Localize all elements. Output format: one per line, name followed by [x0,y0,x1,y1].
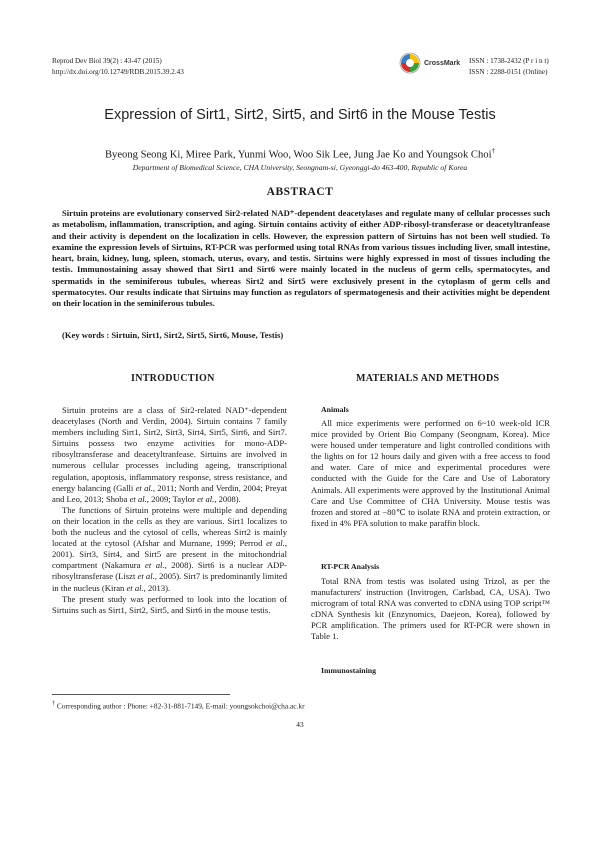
immunostaining-heading: Immunostaining [321,666,377,675]
footnote-divider [52,694,230,695]
rtpcr-heading: RT-PCR Analysis [321,562,380,571]
authors-text: Byeong Seong Ki, Miree Park, Yunmi Woo, Woo Sik Lee, Jung Jae Ko and Youngsok Choi [104,149,492,161]
issn-block [469,56,549,78]
crossmark-icon [399,52,421,74]
abstract-text: Sirtuin proteins are evolutionary conserved Sir2-related NAD⁺-dependent deacetylases and regulate many of cellular processes such as metabolism, inflammation, transcription, and aging. Sirtuin contains activity of either ADP-ribosyl-transferase or deacetyltranfease and their activity is dependent on the localization in cells. However, the expression pattern of Sirtuins has not been well studied. To examine the expression levels of Sirtuins, RT-PCR was performed using total RNAs from various tissues including liver, small intestine, heart, brain, kidney, lung, spleen, stomach, uterus, ovary, and testis. Sirtuins were highly expressed in most of tissues including the testis. Immunostaining assay showed that Sirt1 and Sirt6 were mainly located in the nucleus of germ cells, spermatocytes, and spermatids in the seminiferous tubules, whereas Sirt2 and Sirt5 were exclusively present in the cytoplasm of germ cells and spermatocytes. Our results indicate that Sirtuins may function as regulators of spermatogenesis and their activities might be dependent on their location in the seminiferous tubules. [52,208,550,309]
intro-paragraph-2: The functions of Sirtuin proteins were multiple and depending on their location in the cells as they are various. Sirt1 localizes to both the nucleus and the cytosol of cells, whereas Sirt2 is mainly located at the cytosol (Afshar and Murnane, 1999; Perrod et al., 2001). Sirt3, Sirt4, and Sirt5 are present in the mitochondrial compartment (Nakamura et al., 2008). Sirt6 is a nuclear ADP-ribosyltransferase (Liszt et al., 2005). Sirt7 is predominantly limited in the nucleus (Kiran et al., 2013). [52,504,288,593]
abstract-heading: ABSTRACT [266,186,334,198]
issn-print: ISSN : 1738-2432 (P r i n t) [469,57,549,65]
rtpcr-paragraph: Total RNA from testis was isolated using Trizol, as per the manufacturers' instruction (Invitrogen, Carlsbad, CA, USA). Two microgram of total RNA was converted to cDNA using TOP script™ cDNA Synthesis kit (Enzynomics, Daejeon, Korea), followed by PCR amplification. The primers used for RT-PCR were shown in Table 1. [311,576,550,642]
intro-paragraph-1: Sirtuin proteins are a class of Sir2-related NAD⁺-dependent deacetylases (North and Verdin, 2004). Sirtuin contains 7 family members including Sirt1, Sirt2, Sirt3, Sirt4, Sirt5, Sirt6, and Sirt7. Sirtuins possess two enzyme activities for mono-ADP-ribosyltransferase and deacetyltranfease. Sirtuins are involved in numerous cellular processes including ageing, transcriptional regulation, apoptosis, inflammatory response, stress resistance, and energy balancing (Galli et al., 2011; North and Verdin, 2004; Preyat and Leo, 2013; Shoba et al., 2009; Taylor et al., 2008). [52,405,287,504]
footnote-mark: † [52,701,56,707]
page-number: 43 [296,720,304,729]
affiliation: Department of Biomedical Science, CHA University, Seongnam-si, Gyeonggi-do 463-400, Republic of Korea [132,163,468,172]
intro-paragraph-3: The present study was performed to look into the location of Sirtuins such as Sirt1, Sirt2, Sirt5, and Sirt6 in the mouse testis. [52,593,287,615]
rtpcr-section [311,576,550,643]
animals-section [311,418,550,529]
introduction-heading: INTRODUCTION [131,373,215,384]
journal-line: Reprod Dev Biol 39(2) : 43-47 (2015) [52,57,162,65]
crossmark-label: CrossMark [424,59,461,67]
animals-paragraph: All mice experiments were performed on 6~10 week-old ICR mice provided by Orient Bio Company (Seongnam, Korea). Mice were housed under temperature and light controlled conditions with the lights on for 12 hours daily and given with a free access to food and water. Care of mice and experimental procedures were conducted with the Guide for the Care and Use of Laboratory Animals. All experiments were approved by the Institutional Animal Care and Use Committee of CHA University. Mouse testis was frozen and stored at −80℃ to isolate RNA and protein extraction, or fixed in 4% PFA solution to make paraffin block. [311,418,550,528]
doi-link[interactable]: http://dx.doi.org/10.12749/RDB.2015.39.2.43 [52,68,184,76]
paper-title: Expression of Sirt1, Sirt2, Sirt5, and Sirt6 in the Mouse Testis [104,107,496,123]
issn-online: ISSN : 2288-0151 (Online) [469,68,548,76]
author-list [0,147,600,161]
footnote-text: Corresponding author : Phone: +82-31-881-7149, E-mail: youngsokchoi@cha.ac.kr [55,701,305,711]
keywords: (Key words : Sirtuin, Sirt1, Sirt2, Sirt5, Sirt6, Mouse, Testis) [62,330,284,340]
animals-heading: Animals [321,405,349,414]
methods-heading: MATERIALS AND METHODS [356,373,500,384]
corresponding-author-footnote [52,701,305,710]
corresponding-author-mark: † [491,147,496,155]
crossmark-badge[interactable] [399,52,460,74]
introduction-body [52,405,287,616]
journal-citation [52,56,184,78]
